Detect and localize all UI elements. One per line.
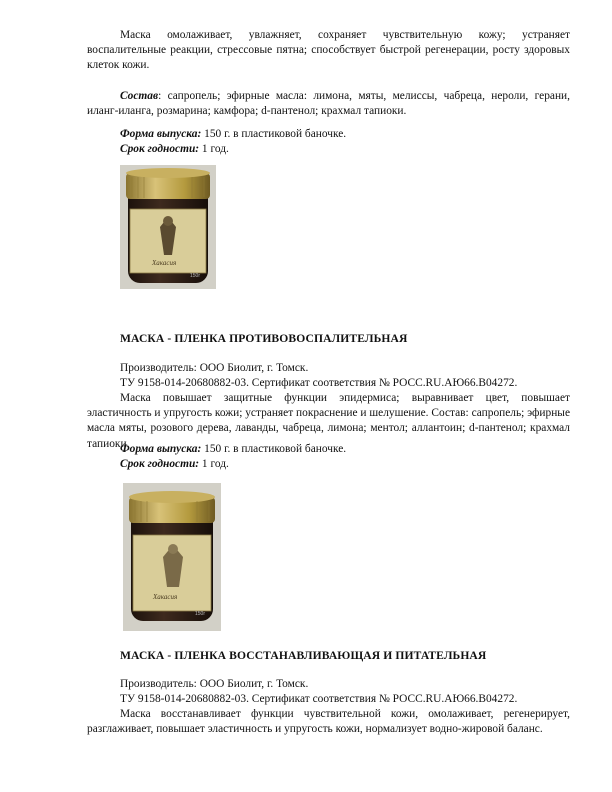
svg-text:Хакасия: Хакасия <box>152 259 177 267</box>
composition-text: : сапропель; эфирные масла: лимона, мяты, мелиссы, чабреца, нероли, герани, иланг-иланга, розмарина; камфора; d-пантенол; крахмал тапиоки. <box>87 90 570 118</box>
section1-shelf-life <box>120 142 229 157</box>
svg-text:150г: 150г <box>190 273 201 279</box>
section2-shelf-life <box>120 457 229 472</box>
shelf-life-text: 1 год. <box>199 143 229 155</box>
section2-title: МАСКА - ПЛЕНКА ПРОТИВОВОСПАЛИТЕЛЬНАЯ <box>120 332 408 345</box>
form-label: Форма выпуска: <box>120 443 202 455</box>
composition-label: Состав <box>120 90 159 102</box>
product-photo-anti-inflammatory-mask <box>120 165 216 289</box>
shelf-life-label: Срок годности: <box>120 143 200 155</box>
svg-text:150г: 150г <box>195 611 206 617</box>
shelf-life-label: Срок годности: <box>120 458 200 470</box>
form-text: 150 г. в пластиковой баночке. <box>201 128 347 140</box>
section2-form <box>120 442 346 457</box>
section3-certificate: ТУ 9158-014-20680882-03. Сертификат соответствия № РОСС.RU.АЮ66.В04272. <box>120 693 518 705</box>
product-photo-restoring-mask <box>123 483 221 631</box>
section2-description: Маска повышает защитные функции эпидермиса; выравнивает цвет, повышает эластичность и упругость кожи; устраняет покраснение и шелушение. Состав: сапропель; эфирные масла мяты, розового дерева, лаванды, чабреца, лимона; ментол; аллантоин; d-пантенол; крахмал тапиоки. <box>87 392 570 450</box>
section1-composition <box>87 89 570 119</box>
form-label: Форма выпуска: <box>120 128 202 140</box>
svg-text:Хакасия: Хакасия <box>153 593 178 601</box>
section1-description: Маска омолаживает, увлажняет, сохраняет чувствительную кожу; устраняет воспалительные реакции, стрессовые пятна; способствует быстрой регенерации, росту здоровых клеток кожи. <box>87 29 570 72</box>
section1-form <box>120 127 346 142</box>
section2-certificate: ТУ 9158-014-20680882-03. Сертификат соответствия № РОСС.RU.АЮ66.В04272. <box>120 377 518 389</box>
section3-manufacturer: Производитель: ООО Биолит, г. Томск. <box>120 678 309 690</box>
section3-description: Маска восстанавливает функции чувствительной кожи, омолаживает, регенерирует, разглаживает, повышает эластичность и упругость кожи, нормализует водно-жировой баланс. <box>87 708 570 736</box>
form-text: 150 г. в пластиковой баночке. <box>201 443 347 455</box>
shelf-life-text: 1 год. <box>199 458 229 470</box>
section3-title: МАСКА - ПЛЕНКА ВОССТАНАВЛИВАЮЩАЯ И ПИТАТЕЛЬНАЯ <box>120 649 487 662</box>
section2-manufacturer: Производитель: ООО Биолит, г. Томск. <box>120 362 309 374</box>
